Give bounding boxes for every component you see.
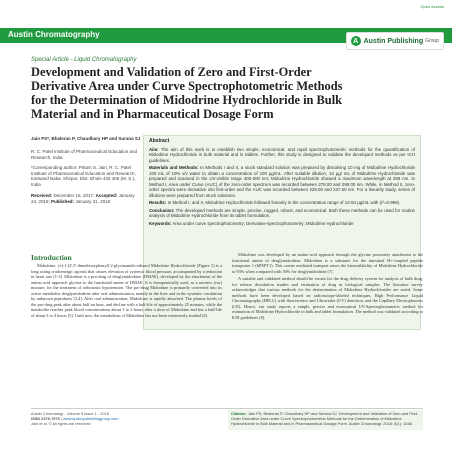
results-text: In Method I, and II, Midodrine Hydrochloride followed linearity in the concentration range of 12-84 µg/mL with (r²=0.999). — [167, 200, 401, 205]
abstract-keywords — [149, 221, 415, 227]
abstract-methods — [149, 165, 415, 198]
citation-text: Jain PS, Bhalerao P, Chaudhary HP and Surana SJ. Development and Validation of Zero and First-Order Derivative Area under Curve Spectrophotometric Methods for the Determination of Midodrine Hydrochloride in Bulk Material and in Pharmaceutical Dosage Form. Austin Chromatogr. 2018; 5(1): 1048. — [231, 411, 419, 427]
methods-text: In Methods I and II, a stock standard solution was prepared by dissolving 10 mg of Midodrine Hydrochloride 100 mL of 10% v/v water to obtain a concentration of 100 µg/mL. After suitable dilution, 10 µg/ mL of Midodrine Hydrochloride was prepared and scanned in the UV-visible range 400-200 nm; Midodrine Hydrochloride showed a maximum wavelength at 289 nm. In Method I, Area under Curve (AUC) of the zero-order spectrum was recorded between 278.00 and 299.00 nm. While, in Method II, zero-order spectra were derivative into first-order and the AUC was recorded between 228.00 and 237.50 nm. For a linearity study, series of dilutions were prepared from stock solutions. — [149, 165, 415, 198]
publisher-name: Austin Publishing — [363, 37, 424, 45]
citation-box — [228, 410, 423, 430]
abstract-heading: Abstract — [149, 138, 170, 144]
abstract-conclusion — [149, 208, 415, 219]
conclusion-text: The developed methods are simple, precise, rugged, robust, and economical. Both these methods can be used for routine analysis of Midodrine Hydrochloride from its tablet formulation. — [149, 207, 416, 218]
footer-volume: Austin Chromatogr - Volume 5 Issue 1 - 2018 — [31, 411, 109, 416]
results-label: Results: — [149, 200, 167, 205]
open-access-label: Open Access — [420, 4, 444, 9]
received-date: December 15, 2017; — [53, 193, 95, 198]
issn-label: ISSN 2379-7975 — [31, 416, 60, 422]
publisher-website-link[interactable]: www.austinpublishinggroup.com — [62, 416, 119, 422]
intro-paragraph-1: Midodrine, (±)-1-(2',5'-dimethoxyphenyl)-2-glycinamido-ethanol Midodrine Hydrochloride (Figure 1) is a long acting α-adrenergic agonist that causes elevation of systemic blood pressure, accompanied by a reduction in heart rate [1-3]. Midodrine is a pro-drug of desglymidodrine (DMAE), developed by the attachment of the amino acid approach glycine to the functional amine of DMAE. It is therapeutically used, as a racemic (rac) mixture, for the treatment of orthostatic hypotension. The pro-drug Midodrine is primarily converted into its active metabolite desglymidodrine after oral administration, mainly in the liver and in the systemic circulation by unknown peptidases [3,4]. After oral administration, Midodrine is rapidly absorbed. The plasma levels of the pro-drug peak after about half an hour, and decline with a half-life of approximately 25 minutes, while the metabolite reaches peak blood concentrations about 1 to 2 hours after a dose of Midodrine and has a half-life of about 3 to 4 hours [5]. Until now, the metabolism of Midodrine has not been extensively studied [6]. — [31, 263, 222, 318]
published-label: Published: — [51, 198, 75, 204]
footer-journal-info — [31, 411, 221, 427]
article-dates — [31, 193, 141, 204]
article-title: Development and Validation of Zero and First-Order Derivative Area under Curve Spectrophotometric Methods for the Determination of Midodrine Hydrochloride in Bulk Material and in Pharmaceutical Dosage Form — [31, 65, 343, 121]
body-column-right — [232, 252, 423, 403]
abstract-aim — [149, 147, 415, 164]
conclusion-label: Conclusion: — [149, 207, 175, 213]
aim-text: The aim of this work is to establish two simple, economical, and rapid spectrophotometric methods for the quantification of Midodrine Hydrochloride in bulk material and in tablets. Further, this study is designed to validate the developed methods as per ICH guidelines. — [149, 146, 415, 163]
journal-name: Austin Chromatography — [8, 30, 100, 39]
corresponding-author: *Corresponding author: Pritam S. Jain, R. C. Patel Institute of Pharmaceutical Education and Research, Karwand Naka, Shirpur, Dist. Dhule 425 405 (M. S.), India — [31, 165, 136, 187]
abstract-results — [149, 200, 415, 206]
intro-paragraph-2: Midodrine was developed by an amino-acid approach through the glycine promoiety attachment to the functional amine of desglymidodrine. Midodrine is a substrate for the intestinal H+-coupled peptide transporter 1 (hPEPT1). This carrier mediated transport raises the bioavailability of Midodrine Hydrochloride to 93% when compared with 50% for desglymidodrine [7]. — [232, 252, 423, 274]
publisher-logo-icon: A — [351, 36, 361, 46]
affiliation: R. C. Patel Institute of Pharmaceutical Education and Research, India — [31, 149, 138, 160]
footer-copyright: Jain et al. © All rights are reserved — [31, 421, 91, 427]
citation-label: Citation: — [231, 411, 247, 416]
methods-label: Materials and Methods: — [149, 165, 199, 170]
aim-label: Aim: — [149, 146, 159, 152]
intro-paragraph-3: A suitable and validated method should be vacant for the drug delivery system for analysis of bulk drug, for release dissolution studies and estimation of drug in biological samples. The literature survey acknowledges that various methods for the determination of Midodrine Hydrochlorides are noted. Some methods have been developed based on radioisotope-labeled techniques, High Performance Liquid Chromatography (HPLC) with fluorescence and Ultraviolet (UV) detection, and the Capillary Electrophoresis (CE). Hence, our study reports a simple, precise and economical UV-Spectrophotometric method for estimation of Midodrine Hydrochloride in bulk and tablet formulation. The method was validated according to ICH guidelines [8]. — [232, 276, 423, 320]
article-type: Special Article - Liquid Chromatography — [31, 57, 137, 63]
accepted-date: January 24, 2018; — [31, 193, 135, 204]
keywords-text: Area under curve spectrophotometry; Derivative-spectrophotometry; Midodrine Hydrochloride — [172, 220, 354, 226]
publisher-suffix: Group — [425, 38, 439, 44]
body-column-left — [31, 263, 222, 403]
introduction-heading: Introduction — [31, 253, 72, 262]
keywords-label: Keywords: — [149, 220, 172, 226]
received-label: Received: — [31, 193, 53, 198]
author-list: Jain PS*, Bhalerao P, Chaudhary HP and Surana SJ — [31, 136, 141, 141]
published-date: January 31, 2018 — [75, 198, 111, 204]
publisher-logo[interactable] — [346, 32, 444, 50]
accepted-label: Accepted: — [95, 193, 118, 198]
footer-issn: ISSN 2379-7975 | www.austinpublishinggroup.com — [31, 416, 119, 422]
footer-divider — [31, 408, 423, 409]
